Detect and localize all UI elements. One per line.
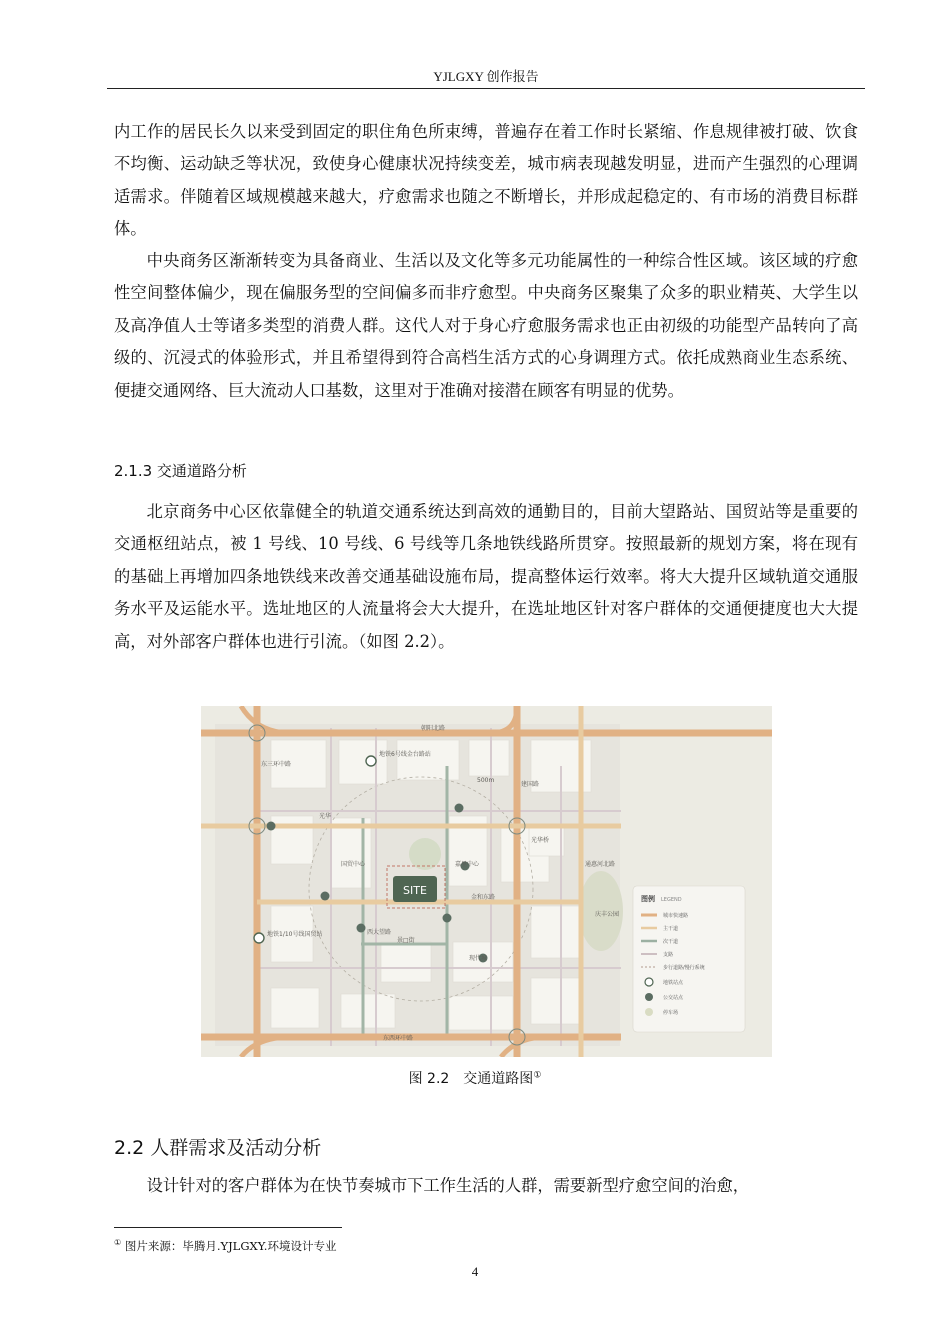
road-label-jinghui: 景□街 (397, 937, 415, 944)
page-number: 4 (471, 1264, 479, 1279)
footnote-mark: ① (114, 1238, 122, 1248)
place-metro6: 地铁6号线金台路站 (379, 751, 431, 758)
paragraph-4: 设计针对的客户群体为在快节奏城市下工作生活的人群，需要新型疗愈空间的治愈， (146, 1176, 750, 1195)
road-label-jianguo: 建国路 (521, 781, 540, 788)
legend-title: 图例 (641, 895, 655, 903)
page-header: YJLGXY 创作报告 (433, 69, 539, 84)
road-label-east: 通惠河北路 (585, 861, 616, 868)
site-label: SITE (403, 884, 427, 897)
figure-caption-footnote-mark: ① (533, 1070, 542, 1081)
paragraph-3: 北京商务中心区依靠健全的轨道交通系统达到高效的通勤目的，目前大望路站、国贸站等是重要的交通枢纽站点，被 1 号线、10 号线、6 号线等几条地铁线路所贯穿。按照最新的规划方案，将在现有的基础上再增加四条地铁线来改善交通基础设施布局，提高整体运行效率。将大大提升区域轨道交通服务水平及运能水平。选址地区的人流量将会大大提升，在选址地区针对客户群体的交通便捷度也大大提高，对外部客户群体也进行引流。（如图 2.2）。 (114, 502, 858, 651)
legend-item-label: 公交站点 (663, 995, 684, 1001)
legend-item-label: 地铁站点 (663, 980, 684, 986)
place-qingnian: 庆丰公园 (595, 911, 620, 918)
place-guomao-center: 国贸中心 (341, 861, 366, 868)
place-guanghua: 光华桥 (531, 837, 550, 844)
road-label-north: 朝阳北路 (421, 725, 446, 732)
legend-item-label: 步行道路/慢行系统 (663, 965, 705, 971)
place-xianda: 现代城 (469, 955, 488, 962)
legend-item-label: 次干道 (663, 939, 679, 945)
road-label-guanghua: 光华 (319, 813, 332, 820)
traffic-road-map (201, 706, 772, 1057)
figure-caption (0, 1068, 950, 1088)
road-label-xidawang: 西大望路 (367, 929, 392, 936)
road-label-south: 东西环中路 (383, 1035, 414, 1042)
figure-caption-text: 图 2.2 交通道路图 (408, 1071, 534, 1087)
footnote (114, 1238, 336, 1254)
legend-item-label: 停车场 (663, 1010, 679, 1016)
paragraph-2: 中央商务区渐渐转变为具备商业、生活以及文化等多元功能属性的一种综合性区域。该区域的疗愈性空间整体偏少，现在偏服务型的空间偏多而非疗愈型。中央商务区聚集了众多的职业精英、大学生以及高净值人士等诸多类型的消费人群。这代人对于身心疗愈服务需求也正由初级的功能型产品转向了高级的、沉浸式的体验形式，并且希望得到符合高档生活方式的心身调理方式。依托成熟商业生态系统、便捷交通网络、巨大流动人口基数，这里对于准确对接潜在顾客有明显的优势。 (114, 251, 858, 400)
legend-item-label: 城市快速路 (663, 913, 689, 919)
place-metro110: 地铁1/10号线国贸站 (267, 931, 323, 938)
section-heading-2-2: 2.2 人群需求及活动分析 (114, 1137, 322, 1159)
paragraph-1: 内工作的居民长久以来受到固定的职住角色所束缚，普遍存在着工作时长紧缩、作息规律被打破、饮食不均衡、运动缺乏等状况，致使身心健康状况持续变差，城市病表现越发明显，进而产生强烈的心理调适需求。伴随着区域规模越来越大，疗愈需求也随之不断增长，并形成起稳定的、有市场的消费目标群体。 (114, 122, 858, 239)
section-heading-2-1-3: 2.1.3 交通道路分析 (114, 462, 247, 480)
legend-title-en: LEGEND (661, 897, 682, 903)
legend-item-label: 主干道 (663, 926, 679, 932)
road-label-east-ring: 东三环中路 (261, 761, 292, 768)
road-label-jinhe: 金和东路 (471, 894, 496, 901)
place-jiameizhongxin: 嘉里中心 (455, 861, 480, 868)
radius-label: 500m (477, 777, 495, 784)
header-rule (107, 88, 865, 89)
footnote-rule (114, 1227, 342, 1228)
map-legend (633, 886, 745, 1032)
legend-item-label: 支路 (663, 952, 674, 958)
footnote-text: 图片来源：毕腾月.YJLGXY.环境设计专业 (124, 1239, 337, 1253)
